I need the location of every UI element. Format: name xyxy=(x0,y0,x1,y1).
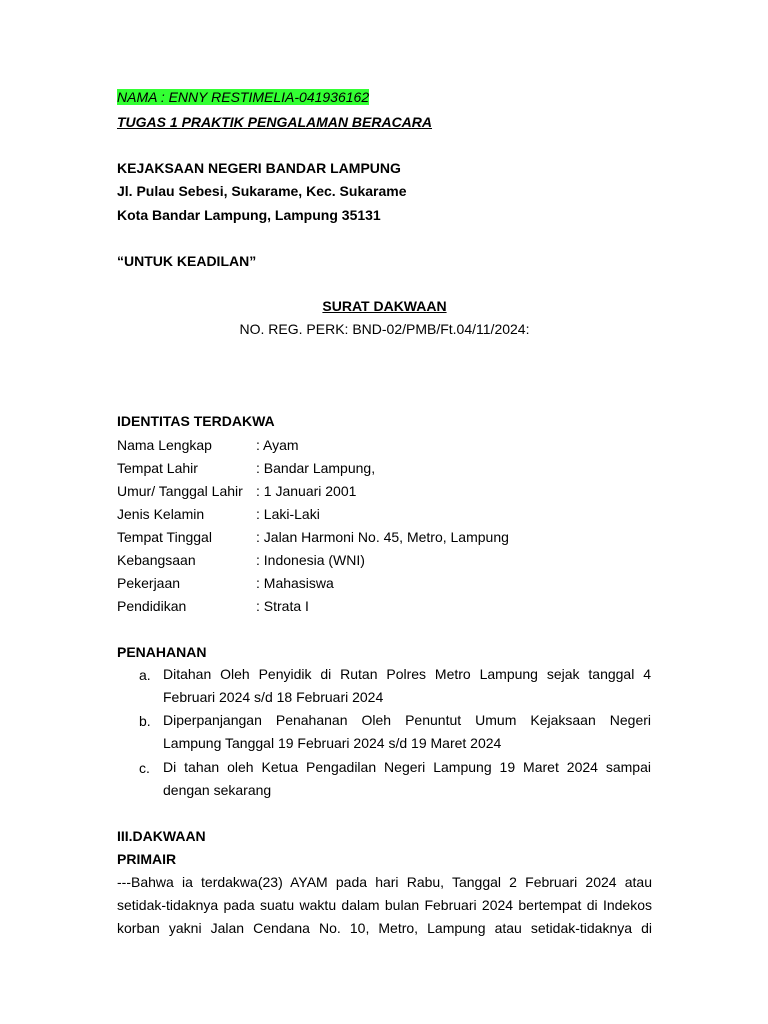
identity-heading: IDENTITAS TERDAKWA xyxy=(117,413,275,429)
office-address-2: Kota Bandar Lampung, Lampung 35131 xyxy=(117,207,381,223)
list-item: Di tahan oleh Ketua Pengadilan Negeri Lampung 19 Maret 2024 sampai dengan sekarang xyxy=(163,759,651,798)
identity-value: : Bandar Lampung, xyxy=(256,460,376,476)
office-motto: “UNTUK KEADILAN” xyxy=(117,253,257,269)
task-title: TUGAS 1 PRAKTIK PENGALAMAN BERACARA xyxy=(117,114,433,130)
list-marker: a. xyxy=(139,667,151,683)
document-reg-number: NO. REG. PERK: BND-02/PMB/Ft.04/11/2024: xyxy=(239,321,530,337)
indictment-line: korban yakni Jalan Cendana No. 10, Metro, Lampung atau setidak-tidaknya di xyxy=(117,920,652,936)
identity-label: Pekerjaan xyxy=(117,575,181,591)
indictment-subheading: PRIMAIR xyxy=(117,851,177,867)
student-name-line xyxy=(117,88,369,106)
identity-label: Umur/ Tanggal Lahir xyxy=(117,483,243,499)
identity-value: : Mahasiswa xyxy=(256,575,334,591)
identity-value: : Indonesia (WNI) xyxy=(256,552,365,568)
identity-label: Tempat Lahir xyxy=(117,460,198,476)
indictment-line: setidak-tidaknya pada suatu waktu dalam bulan Februari 2024 bertempat di Indekos xyxy=(117,897,652,913)
list-item: Ditahan Oleh Penyidik di Rutan Polres Metro Lampung sejak tanggal 4 Februari 2024 s/d 18 Februari 2024 xyxy=(163,666,651,705)
identity-label: Pendidikan xyxy=(117,598,187,614)
indictment-heading: III.DAKWAAN xyxy=(117,828,206,844)
office-address-1: Jl. Pulau Sebesi, Sukarame, Kec. Sukarame xyxy=(117,183,407,199)
identity-value: : Ayam xyxy=(256,437,299,453)
identity-value: : Laki-Laki xyxy=(256,506,320,522)
list-item: Diperpanjangan Penahanan Oleh Penuntut Umum Kejaksaan Negeri Lampung Tanggal 19 Februari 2024 s/d 19 Maret 2024 xyxy=(163,712,651,751)
detention-heading: PENAHANAN xyxy=(117,644,207,660)
identity-value: : Jalan Harmoni No. 45, Metro, Lampung xyxy=(256,529,509,545)
office-name: KEJAKSAAN NEGERI BANDAR LAMPUNG xyxy=(117,160,401,176)
identity-label: Jenis Kelamin xyxy=(117,506,205,522)
document-title: SURAT DAKWAAN xyxy=(322,298,447,314)
identity-label: Kebangsaan xyxy=(117,552,196,568)
indictment-line: ---Bahwa ia terdakwa(23) AYAM pada hari Rabu, Tanggal 2 Februari 2024 atau xyxy=(117,874,652,890)
list-marker: b. xyxy=(139,713,151,729)
identity-label: Nama Lengkap xyxy=(117,437,212,453)
identity-label: Tempat Tinggal xyxy=(117,529,212,545)
identity-value: : Strata I xyxy=(256,598,309,614)
list-marker: c. xyxy=(139,760,150,776)
student-name-highlight: NAMA : ENNY RESTIMELIA-041936162 xyxy=(117,89,370,105)
identity-value: : 1 Januari 2001 xyxy=(256,483,357,499)
